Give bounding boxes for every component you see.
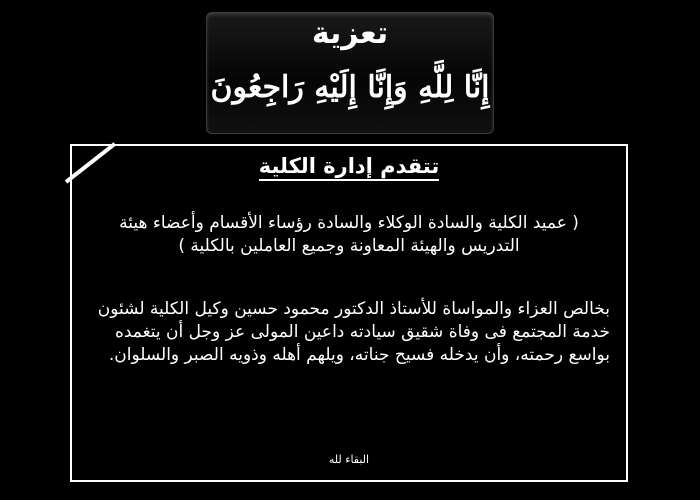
condolence-message: بخالص العزاء والمواساة للأستاذ الدكتور محمود حسين وكيل الكلية لشئون خدمة المجتمع فى وفاة شقيق سيادته داعين المولى عز وجل أن يتغمده بواسع رحمته، وأن يدخله فسيح جناته، ويلهم أهله وذويه الصبر والسلوان. — [97, 299, 610, 365]
condolence-banner — [206, 12, 494, 134]
notice-heading-text: تتقدم إدارة الكلية — [259, 154, 440, 181]
notice-heading — [72, 154, 626, 178]
senders-paragraph: ( عميد الكلية والسادة الوكلاء والسادة رؤساء الأقسام وأعضاء هيئة التدريس والهيئة المعاونة وجميع العاملين بالكلية ) — [119, 213, 579, 256]
quran-verse-calligraphy: إِنَّا لِلَّهِ وَإِنَّا إِلَيْهِ رَاجِعُونَ — [210, 70, 490, 105]
banner-title: تعزية — [311, 16, 389, 51]
condolence-notice-frame — [70, 144, 628, 482]
closing-phrase: البقاء لله — [328, 453, 370, 466]
